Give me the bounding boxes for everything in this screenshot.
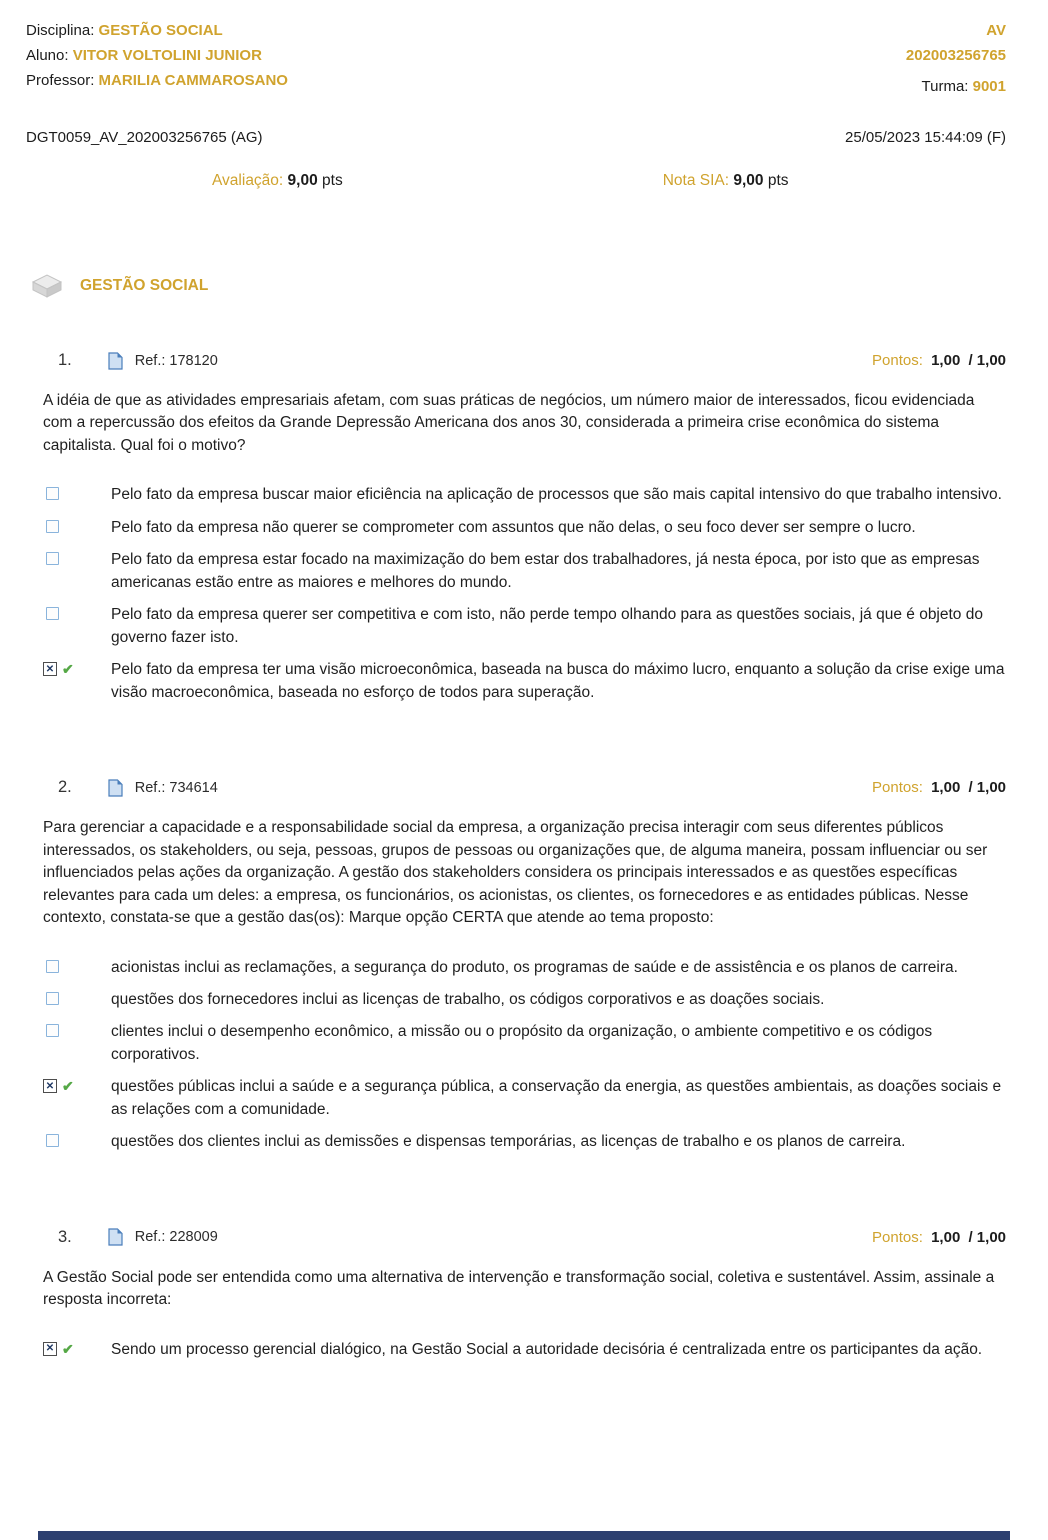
option-text: Pelo fato da empresa ter uma visão microeconômica, baseada na busca do máximo lucro, enquanto a solução da crise exige uma visão macroeconômica, baseada no esforço de todos para superação.	[111, 661, 1005, 701]
pontos-total: / 1,00	[968, 352, 1006, 369]
option-text: questões públicas inclui a saúde e a segurança pública, a conservação da energia, as questões ambientais, as doações sociais e as relações com a comunidade.	[111, 1078, 1002, 1118]
scores-row	[26, 172, 1006, 190]
avaliacao-unit: pts	[322, 172, 343, 189]
turma-label: Turma:	[921, 78, 969, 95]
avaliacao-score	[212, 172, 343, 190]
option-row	[43, 484, 1006, 506]
option-row	[43, 957, 1006, 979]
header-left	[26, 22, 288, 103]
nota-sia-value: 9,00	[733, 172, 764, 189]
question-3-options	[26, 1339, 1006, 1361]
option-row	[43, 549, 1006, 594]
option-row-selected	[43, 1076, 1006, 1121]
option-row-selected	[43, 1339, 1006, 1361]
pontos-total: / 1,00	[968, 779, 1006, 797]
option-checkbox[interactable]	[46, 960, 59, 973]
question-text: A Gestão Social pode ser entendida como uma alternativa de intervenção e transformação social, coletiva e sustentável. Assim, assinale a resposta incorreta:	[43, 1268, 995, 1309]
exam-meta-row	[26, 129, 1006, 146]
exam-datetime: 25/05/2023 15:44:09 (F)	[845, 129, 1006, 146]
question-text: A idéia de que as atividades empresariais afetam, com suas práticas de negócios, um número maior de interessados, ficou evidenciada com a repercussão dos efeitos da Grande Depressão Americana dos anos 30, considerada a primeira crise econômica do sistema capitalista. Qual foi o motivo?	[43, 392, 975, 454]
option-text: Sendo um processo gerencial dialógico, na Gestão Social a autoridade decisória é centralizada entre os participantes da ação.	[111, 1340, 983, 1358]
option-row	[43, 517, 1006, 539]
page-header	[26, 22, 1006, 103]
pontos-label: Pontos:	[872, 779, 923, 797]
option-checkbox[interactable]	[46, 992, 59, 1005]
correct-check-icon: ✔	[62, 1340, 74, 1357]
option-row	[43, 1131, 1006, 1153]
option-text: Pelo fato da empresa não querer se comprometer com assuntos que não delas, o seu foco dever ser sempre o lucro.	[111, 518, 916, 536]
question-number: 1.	[58, 351, 72, 369]
option-text: Pelo fato da empresa buscar maior eficiência na aplicação de processos que são mais capital intensivo do que trabalho intensivo.	[111, 486, 1002, 504]
selected-x-icon[interactable]: ✕	[43, 1079, 57, 1093]
nota-sia-unit: pts	[767, 172, 789, 189]
option-row	[43, 989, 1006, 1011]
question-ref: Ref.: 734614	[134, 779, 218, 796]
option-text: acionistas inclui as reclamações, a segurança do produto, os programas de saúde e de assistência e os planos de carreira.	[111, 958, 958, 976]
option-text: questões dos fornecedores inclui as licenças de trabalho, os códigos corporativos e as doações sociais.	[111, 990, 825, 1008]
pontos-value: 1,00	[931, 1228, 961, 1246]
pontos-total: / 1,00	[968, 1228, 1006, 1246]
option-checkbox[interactable]	[46, 520, 59, 533]
professor-label: Professor:	[26, 72, 95, 89]
avaliacao-value: 9,00	[287, 172, 318, 189]
question-ref: Ref.: 178120	[134, 352, 218, 369]
pontos-value: 1,00	[931, 352, 961, 369]
header-right	[906, 22, 1006, 103]
question-1	[26, 351, 1006, 704]
question-1-header	[26, 351, 1006, 370]
disciplina-label: Disciplina:	[26, 22, 95, 39]
pontos-label: Pontos:	[872, 1228, 923, 1246]
option-text: clientes inclui o desempenho econômico, a missão ou o propósito da organização, o ambiente competitivo e os códigos corporativos.	[111, 1023, 933, 1063]
question-points	[872, 352, 1006, 369]
av-label: AV	[986, 22, 1006, 39]
option-row-selected	[43, 659, 1006, 704]
option-checkbox[interactable]	[46, 1024, 59, 1037]
avaliacao-label: Avaliação:	[212, 172, 284, 189]
correct-check-icon: ✔	[62, 1078, 74, 1095]
question-3-header	[26, 1228, 1006, 1247]
question-points	[872, 1229, 1006, 1246]
question-2-options	[26, 957, 1006, 1154]
exam-code: DGT0059_AV_202003256765 (AG)	[26, 129, 263, 146]
nota-sia-score	[663, 172, 789, 190]
aluno-label: Aluno:	[26, 47, 69, 64]
option-text: questões dos clientes inclui as demissões e dispensas temporárias, as licenças de trabalho e os planos de carreira.	[111, 1133, 906, 1151]
disciplina-value: GESTÃO SOCIAL	[98, 22, 223, 39]
matricula-value: 202003256765	[905, 47, 1006, 64]
correct-check-icon: ✔	[62, 661, 74, 678]
footer-bar	[38, 1531, 1010, 1540]
pontos-value: 1,00	[931, 779, 961, 797]
pontos-label: Pontos:	[872, 352, 923, 369]
question-1-options	[26, 484, 1006, 704]
document-icon	[108, 1228, 123, 1246]
question-3	[26, 1228, 1006, 1361]
turma-value: 9001	[972, 78, 1006, 95]
option-row	[43, 1021, 1006, 1066]
question-number: 3.	[58, 1227, 72, 1246]
option-checkbox[interactable]	[46, 607, 59, 620]
option-checkbox[interactable]	[46, 552, 59, 565]
question-ref: Ref.: 228009	[134, 1229, 218, 1246]
course-box-icon	[30, 272, 64, 299]
option-row	[43, 604, 1006, 649]
section-title: GESTÃO SOCIAL	[80, 276, 209, 294]
selected-x-icon[interactable]: ✕	[43, 662, 57, 676]
selected-x-icon[interactable]: ✕	[43, 1342, 57, 1356]
question-text: Para gerenciar a capacidade e a responsabilidade social da empresa, a organização precisa interagir com seus diferentes públicos interessados, os stakeholders, ou seja, pessoas, grupos de pessoas ou organizações que, de alguma maneira, possam influenciar ou ser influenciados pelas ações da organização. A gestão dos stakeholders considera os principais interessados e as questões específicas relevantes para cada um deles: a empresa, os funcionários, os acionistas, os clientes, os fornecedores e as entidades públicas. Nesse contexto, constata-se que a gestão das(os): Marque opção CERTA que atende ao tema proposto:	[43, 819, 988, 927]
section-header	[30, 272, 1006, 299]
aluno-value: VITOR VOLTOLINI JUNIOR	[72, 47, 262, 64]
question-2-header	[26, 778, 1006, 797]
nota-sia-label: Nota SIA:	[662, 172, 730, 189]
option-checkbox[interactable]	[46, 1134, 59, 1147]
option-text: Pelo fato da empresa estar focado na maximização do bem estar dos trabalhadores, já nesta época, por isto que as empresas americanas estão entre as maiores e melhores do mundo.	[111, 551, 980, 591]
document-icon	[108, 779, 123, 797]
document-icon	[108, 352, 123, 370]
option-checkbox[interactable]	[46, 487, 59, 500]
question-points	[872, 779, 1006, 796]
question-number: 2.	[58, 778, 72, 797]
professor-value: MARILIA CAMMAROSANO	[98, 72, 288, 89]
question-2	[26, 778, 1006, 1154]
option-text: Pelo fato da empresa querer ser competitiva e com isto, não perde tempo olhando para as questões sociais, já que é objeto do governo fazer isto.	[111, 606, 983, 646]
